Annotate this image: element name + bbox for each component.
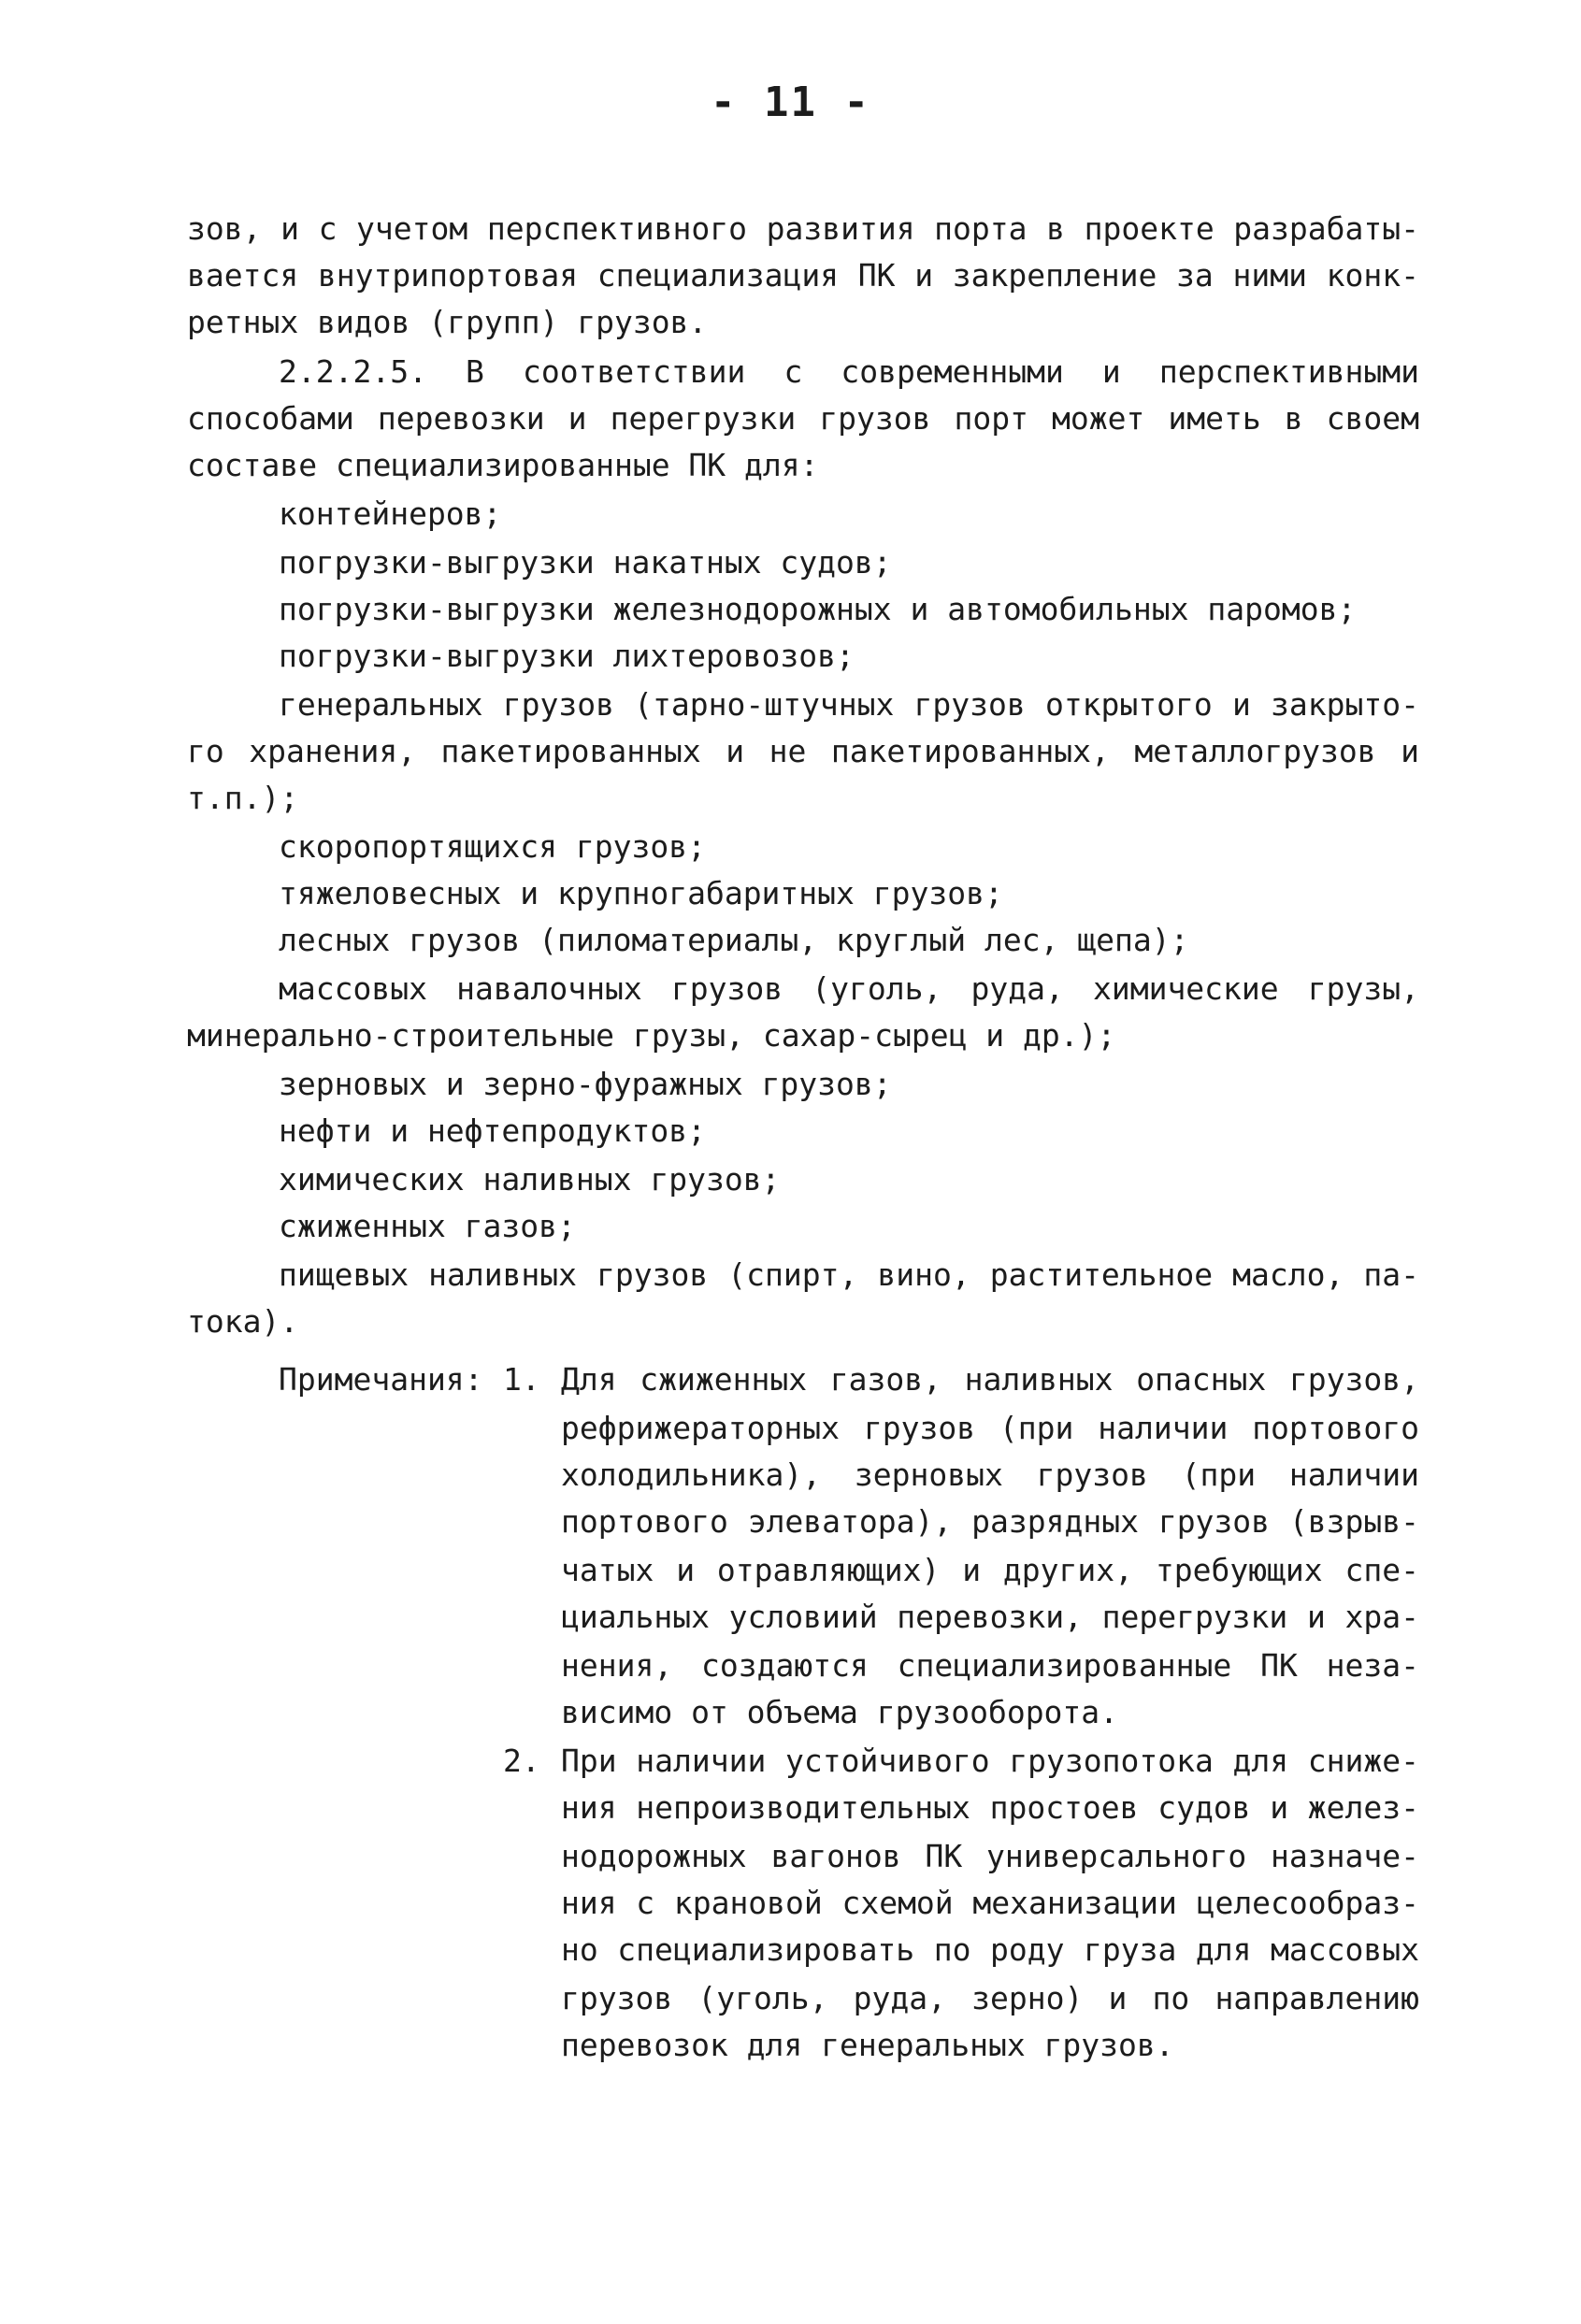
list-item: нефти и нефтепродуктов; (279, 1112, 706, 1149)
note-line: нения, создаются специализированные ПК неза- (561, 1647, 1419, 1684)
list-item: лесных грузов (пиломатериалы, круглый лес, щепа); (279, 922, 1189, 958)
note-number: 1. (503, 1361, 540, 1398)
list-item: погрузки-выгрузки железнодорожных и автомобильных паромов; (279, 591, 1357, 627)
list-item: тяжеловесных и крупногабаритных грузов; (279, 875, 1003, 911)
list-item: погрузки-выгрузки накатных судов; (279, 544, 892, 581)
text-line: составе специализированные ПК для: (187, 447, 819, 483)
list-item: погрузки-выгрузки лихтеровозов; (279, 638, 855, 674)
list-item: химических наливных грузов; (279, 1161, 781, 1198)
text-line: ретных видов (групп) грузов. (187, 304, 708, 340)
list-item: массовых навалочных грузов (уголь, руда, химические грузы, (279, 970, 1419, 1007)
note-line: ния с крановой схемой механизации целесообраз- (561, 1885, 1419, 1921)
page-number: - 11 - (711, 79, 870, 126)
list-item: скоропортящихся грузов; (279, 828, 706, 865)
note-line: рефрижераторных грузов (при наличии портового (561, 1410, 1419, 1446)
text-line: способами перевозки и перегрузки грузов порт может иметь в своем (187, 400, 1419, 437)
list-item: т.п.); (187, 780, 299, 816)
list-item: зерновых и зерно-фуражных грузов; (279, 1066, 892, 1102)
list-item: минерально-строительные грузы, сахар-сырец и др.); (187, 1017, 1116, 1054)
text-line: 2.2.2.5. В соответствии с современными и перспективными (279, 353, 1419, 390)
notes-label: Примечания: (279, 1361, 483, 1398)
list-item: го хранения, пакетированных и не пакетированных, металлогрузов и (187, 733, 1419, 769)
note-line: нодорожных вагонов ПК универсального назначе- (561, 1838, 1419, 1874)
note-line: висимо от объема грузооборота. (561, 1694, 1119, 1730)
note-line: При наличии устойчивого грузопотока для сниже- (561, 1743, 1419, 1779)
note-line: портового элеватора), разрядных грузов (взрыв- (561, 1503, 1419, 1540)
note-line: чатых и отравляющих) и других, требующих спе- (561, 1552, 1419, 1588)
list-item: генеральных грузов (тарно-штучных грузов открытого и закрыто- (279, 686, 1419, 723)
note-line: но специализировать по роду груза для массовых (561, 1931, 1419, 1968)
note-line: Для сжиженных газов, наливных опасных грузов, (561, 1361, 1419, 1398)
text-line: вается внутрипортовая специализация ПК и закрепление за ними конк- (187, 257, 1419, 294)
note-line: холодильника), зерновых грузов (при наличии (561, 1456, 1419, 1493)
list-item: тока). (187, 1303, 299, 1340)
note-line: циальных условиий перевозки, перегрузки и хра- (561, 1599, 1419, 1635)
list-item: сжиженных газов; (279, 1208, 576, 1244)
note-line: перевозок для генеральных грузов. (561, 2027, 1174, 2063)
note-number: 2. (503, 1743, 540, 1779)
list-item: пищевых наливных грузов (спирт, вино, растительное масло, па- (279, 1256, 1419, 1293)
note-line: грузов (уголь, руда, зерно) и по направлению (561, 1980, 1419, 2016)
note-line: ния непроизводительных простоев судов и желез- (561, 1789, 1419, 1826)
text-line: зов, и с учетом перспективного развития порта в проекте разрабаты- (187, 210, 1419, 247)
list-item: контейнеров; (279, 495, 502, 532)
